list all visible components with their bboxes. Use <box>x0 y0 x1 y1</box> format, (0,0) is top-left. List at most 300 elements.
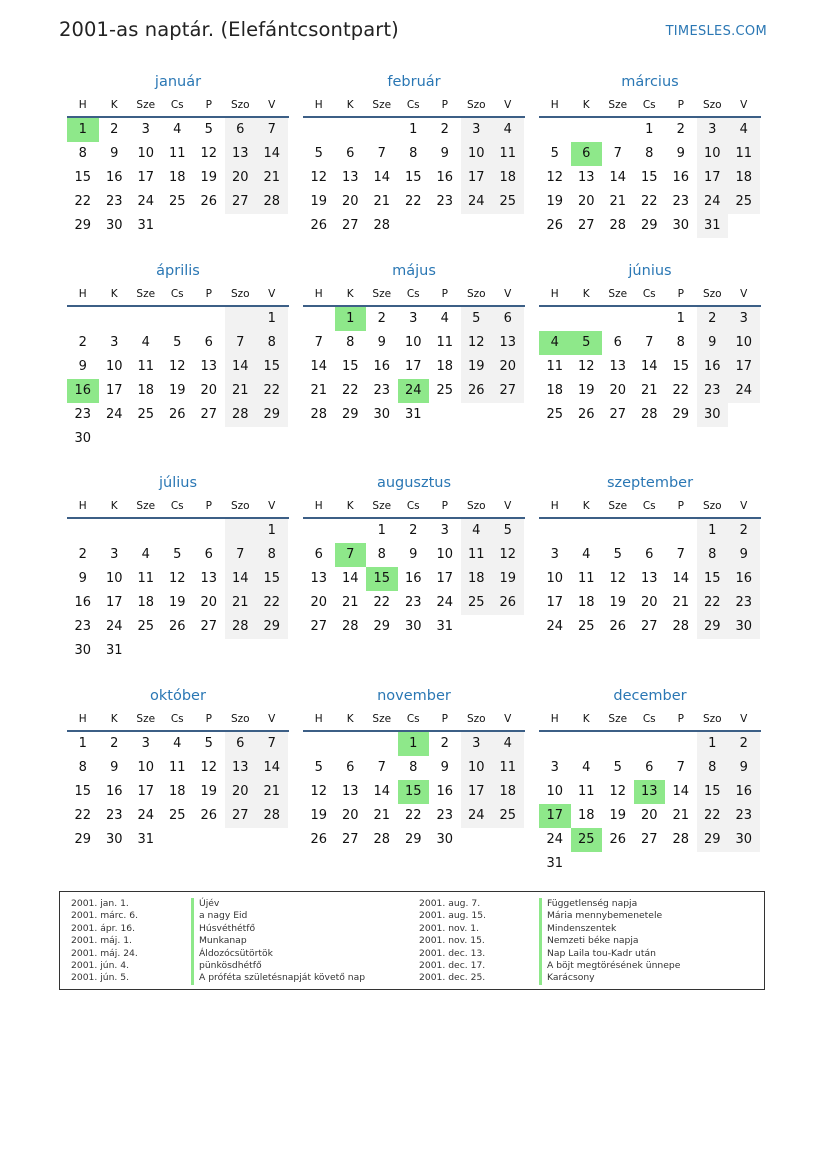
holiday-row <box>419 972 680 984</box>
holiday-list-right <box>419 898 680 985</box>
day-cell: 13 <box>609 359 627 374</box>
holiday-name: Munkanap <box>191 935 247 947</box>
weekday-label: K <box>346 99 354 111</box>
weekday-label: Sze <box>136 99 156 111</box>
day-cell: 9 <box>110 146 119 161</box>
day-cell: 24 <box>461 804 493 828</box>
day-cell: 15 <box>256 567 288 591</box>
weekday-label: V <box>504 288 512 300</box>
day-cell: 8 <box>645 146 654 161</box>
holiday-name: A próféta születésnapját követő nap <box>191 972 365 984</box>
weekday-label: V <box>268 288 276 300</box>
day-cell: 26 <box>492 591 524 615</box>
day-grid <box>67 519 288 663</box>
day-cell: 15 <box>256 355 288 379</box>
day-cell: 18 <box>168 784 186 799</box>
weekday-label: Sze <box>372 500 392 512</box>
day-cell: 1 <box>256 307 288 331</box>
weekday-label: H <box>78 713 87 725</box>
day-cell: 27 <box>200 407 218 422</box>
day-cell: 15 <box>341 359 359 374</box>
weekday-header <box>303 283 525 307</box>
holiday-name: Húsvéthétfő <box>191 923 255 935</box>
empty-cell <box>162 307 194 331</box>
day-cell: 24 <box>697 190 729 214</box>
day-cell: 26 <box>200 194 218 209</box>
weekday-label: Cs <box>642 713 656 725</box>
day-cell: 27 <box>341 218 359 233</box>
day-cell: 10 <box>436 547 454 562</box>
month-7 <box>67 471 289 663</box>
day-cell: 2 <box>440 736 449 751</box>
day-cell: 27 <box>492 379 524 403</box>
day-cell: 17 <box>461 166 493 190</box>
day-cell: 22 <box>672 383 690 398</box>
day-cell: 24 <box>137 808 155 823</box>
day-cell: 26 <box>168 619 186 634</box>
day-cell: 4 <box>492 118 524 142</box>
day-cell: 19 <box>546 194 564 209</box>
day-cell: 5 <box>204 736 213 751</box>
day-cell: 12 <box>609 571 627 586</box>
day-cell: 13 <box>200 359 218 374</box>
weekday-label: Cs <box>170 713 184 725</box>
month-6 <box>539 259 761 427</box>
day-cell: 10 <box>461 756 493 780</box>
holiday-day-cell: 25 <box>571 828 603 852</box>
day-cell: 26 <box>310 832 328 847</box>
day-grid <box>303 519 524 639</box>
weekday-label: K <box>346 713 354 725</box>
day-cell: 7 <box>225 331 257 355</box>
weekday-header <box>67 708 289 732</box>
day-cell: 6 <box>314 547 323 562</box>
day-cell: 17 <box>105 595 123 610</box>
day-cell: 9 <box>697 331 729 355</box>
day-cell: 14 <box>256 142 288 166</box>
empty-cell <box>303 307 335 331</box>
day-cell: 8 <box>676 335 685 350</box>
day-cell: 22 <box>256 379 288 403</box>
day-cell: 16 <box>697 355 729 379</box>
day-cell: 11 <box>728 142 760 166</box>
day-cell: 14 <box>672 784 690 799</box>
weekday-label: P <box>205 713 212 725</box>
day-cell: 26 <box>546 218 564 233</box>
day-cell: 2 <box>377 311 386 326</box>
empty-cell <box>335 732 367 756</box>
day-cell: 6 <box>204 547 213 562</box>
holiday-date: 2001. dec. 25. <box>419 972 486 984</box>
day-cell: 23 <box>105 194 123 209</box>
day-cell: 17 <box>137 784 155 799</box>
day-cell: 16 <box>373 359 391 374</box>
day-cell: 15 <box>697 567 729 591</box>
weekday-label: H <box>550 288 559 300</box>
day-cell: 28 <box>225 403 257 427</box>
month-name: június <box>628 263 672 279</box>
weekday-label: Szo <box>702 713 722 725</box>
empty-cell <box>303 732 335 756</box>
day-cell: 11 <box>492 756 524 780</box>
month-8 <box>303 471 525 639</box>
empty-cell <box>366 118 398 142</box>
day-cell: 24 <box>436 595 454 610</box>
holiday-day-cell: 15 <box>398 780 430 804</box>
month-name: január <box>154 74 202 90</box>
day-cell: 26 <box>577 407 595 422</box>
day-cell: 19 <box>609 808 627 823</box>
day-cell: 30 <box>373 407 391 422</box>
day-cell: 16 <box>436 784 454 799</box>
holiday-name: Mindenszentek <box>539 923 616 935</box>
empty-cell <box>665 732 697 756</box>
empty-cell <box>571 519 603 543</box>
day-cell: 19 <box>168 383 186 398</box>
weekday-label: Cs <box>406 288 420 300</box>
day-cell: 22 <box>341 383 359 398</box>
day-cell: 22 <box>256 591 288 615</box>
empty-cell <box>602 519 634 543</box>
month-name: szeptember <box>606 475 694 491</box>
weekday-label: Szo <box>466 99 486 111</box>
day-cell: 14 <box>609 170 627 185</box>
day-cell: 17 <box>728 355 760 379</box>
day-cell: 29 <box>672 407 690 422</box>
day-cell: 14 <box>373 784 391 799</box>
day-cell: 9 <box>728 543 760 567</box>
day-cell: 16 <box>74 595 92 610</box>
weekday-label: V <box>268 500 276 512</box>
weekday-label: K <box>582 99 590 111</box>
day-cell: 21 <box>310 383 328 398</box>
day-cell: 6 <box>346 760 355 775</box>
day-cell: 23 <box>728 591 760 615</box>
day-cell: 27 <box>577 218 595 233</box>
holiday-row <box>71 898 365 910</box>
day-cell: 28 <box>640 407 658 422</box>
weekday-label: Sze <box>372 713 392 725</box>
day-cell: 29 <box>640 218 658 233</box>
day-cell: 12 <box>492 543 524 567</box>
day-cell: 20 <box>640 808 658 823</box>
holiday-date: 2001. nov. 15. <box>419 935 485 947</box>
holiday-name: Nemzeti béke napja <box>539 935 639 947</box>
day-cell: 25 <box>436 383 454 398</box>
holiday-day-cell: 17 <box>539 804 571 828</box>
day-cell: 18 <box>492 166 524 190</box>
day-cell: 25 <box>137 407 155 422</box>
day-cell: 5 <box>204 122 213 137</box>
day-cell: 6 <box>225 118 257 142</box>
day-cell: 2 <box>728 732 760 756</box>
day-cell: 2 <box>78 335 87 350</box>
day-cell: 24 <box>461 190 493 214</box>
day-cell: 18 <box>728 166 760 190</box>
day-cell: 16 <box>404 571 422 586</box>
day-cell: 8 <box>697 543 729 567</box>
day-cell: 20 <box>310 595 328 610</box>
empty-cell <box>225 307 257 331</box>
day-cell: 21 <box>373 808 391 823</box>
day-cell: 11 <box>577 784 595 799</box>
weekday-label: Sze <box>608 713 628 725</box>
holiday-name: pünkösdhétfő <box>191 960 262 972</box>
day-cell: 26 <box>609 619 627 634</box>
day-cell: 30 <box>105 832 123 847</box>
holiday-date: 2001. aug. 15. <box>419 910 486 922</box>
day-cell: 21 <box>256 780 288 804</box>
day-cell: 25 <box>577 619 595 634</box>
day-cell: 3 <box>141 122 150 137</box>
day-cell: 1 <box>256 519 288 543</box>
weekday-header <box>539 283 761 307</box>
day-cell: 31 <box>137 218 155 233</box>
day-cell: 31 <box>697 214 729 238</box>
day-cell: 27 <box>341 832 359 847</box>
day-cell: 30 <box>436 832 454 847</box>
weekday-label: P <box>677 99 684 111</box>
empty-cell <box>571 118 603 142</box>
holiday-name: Áldozócsütörtök <box>191 948 273 960</box>
day-cell: 7 <box>377 760 386 775</box>
day-cell: 23 <box>728 804 760 828</box>
day-cell: 18 <box>436 359 454 374</box>
day-cell: 16 <box>436 170 454 185</box>
day-cell: 1 <box>676 311 685 326</box>
empty-cell <box>67 519 99 543</box>
day-cell: 20 <box>200 595 218 610</box>
holiday-row <box>71 960 365 972</box>
weekday-label: K <box>110 99 118 111</box>
day-cell: 3 <box>697 118 729 142</box>
holiday-list <box>59 891 765 990</box>
day-cell: 3 <box>461 732 493 756</box>
day-cell: 13 <box>225 756 257 780</box>
day-cell: 24 <box>105 407 123 422</box>
day-cell: 17 <box>105 383 123 398</box>
empty-cell <box>539 118 571 142</box>
day-cell: 23 <box>404 595 422 610</box>
month-name: október <box>150 688 206 704</box>
weekday-label: Sze <box>608 288 628 300</box>
day-cell: 21 <box>225 591 257 615</box>
day-cell: 27 <box>640 832 658 847</box>
holiday-date: 2001. jún. 4. <box>71 959 130 971</box>
day-cell: 7 <box>314 335 323 350</box>
day-cell: 6 <box>225 732 257 756</box>
day-cell: 29 <box>74 218 92 233</box>
weekday-label: H <box>78 500 87 512</box>
day-cell: 11 <box>577 571 595 586</box>
day-cell: 13 <box>577 170 595 185</box>
day-cell: 4 <box>141 335 150 350</box>
empty-cell <box>602 732 634 756</box>
day-cell: 17 <box>546 595 564 610</box>
weekday-label: V <box>504 99 512 111</box>
day-cell: 25 <box>546 407 564 422</box>
weekday-label: H <box>314 99 323 111</box>
day-cell: 27 <box>225 804 257 828</box>
day-cell: 20 <box>577 194 595 209</box>
weekday-label: V <box>740 99 748 111</box>
day-cell: 8 <box>78 146 87 161</box>
day-cell: 6 <box>346 146 355 161</box>
day-cell: 20 <box>341 808 359 823</box>
empty-cell <box>571 732 603 756</box>
day-cell: 19 <box>492 567 524 591</box>
day-cell: 13 <box>341 784 359 799</box>
day-cell: 17 <box>137 170 155 185</box>
day-cell: 7 <box>256 732 288 756</box>
day-cell: 10 <box>461 142 493 166</box>
month-11 <box>303 684 525 852</box>
day-cell: 16 <box>728 780 760 804</box>
day-cell: 3 <box>550 760 559 775</box>
day-cell: 19 <box>609 595 627 610</box>
day-cell: 24 <box>728 379 760 403</box>
month-name: december <box>613 688 687 704</box>
day-cell: 25 <box>492 804 524 828</box>
day-grid <box>539 118 760 238</box>
day-cell: 9 <box>110 760 119 775</box>
holiday-row <box>71 948 365 960</box>
day-cell: 17 <box>404 359 422 374</box>
holiday-date: 2001. márc. 6. <box>71 910 139 922</box>
weekday-label: Sze <box>608 500 628 512</box>
empty-cell <box>335 519 367 543</box>
empty-cell <box>303 519 335 543</box>
day-cell: 16 <box>105 170 123 185</box>
empty-cell <box>602 307 634 331</box>
day-cell: 7 <box>377 146 386 161</box>
holiday-date: 2001. jún. 5. <box>71 972 130 984</box>
weekday-label: H <box>314 500 323 512</box>
holiday-date: 2001. nov. 1. <box>419 922 479 934</box>
weekday-label: Szo <box>466 500 486 512</box>
holiday-day-cell: 24 <box>398 379 430 403</box>
weekday-label: V <box>740 713 748 725</box>
month-5 <box>303 259 525 427</box>
day-cell: 28 <box>672 832 690 847</box>
brand-link[interactable]: TIMESLES.COM <box>665 24 767 39</box>
weekday-label: H <box>78 288 87 300</box>
weekday-label: P <box>441 500 448 512</box>
holiday-row <box>71 910 365 922</box>
day-cell: 10 <box>105 571 123 586</box>
day-cell: 11 <box>436 335 454 350</box>
day-cell: 21 <box>373 194 391 209</box>
day-cell: 4 <box>173 122 182 137</box>
day-cell: 2 <box>440 122 449 137</box>
day-cell: 4 <box>492 732 524 756</box>
day-cell: 20 <box>609 383 627 398</box>
day-cell: 26 <box>609 832 627 847</box>
day-cell: 26 <box>200 808 218 823</box>
day-cell: 7 <box>645 335 654 350</box>
day-cell: 22 <box>404 808 422 823</box>
day-cell: 6 <box>492 307 524 331</box>
weekday-label: Szo <box>466 713 486 725</box>
holiday-row <box>419 948 680 960</box>
holiday-row <box>419 935 680 947</box>
day-cell: 8 <box>377 547 386 562</box>
day-cell: 4 <box>728 118 760 142</box>
empty-cell <box>335 118 367 142</box>
day-cell: 10 <box>137 760 155 775</box>
day-cell: 15 <box>672 359 690 374</box>
day-cell: 10 <box>105 359 123 374</box>
day-cell: 8 <box>256 331 288 355</box>
day-grid <box>539 732 760 876</box>
day-cell: 5 <box>613 547 622 562</box>
day-cell: 3 <box>409 311 418 326</box>
weekday-label: P <box>205 99 212 111</box>
day-cell: 8 <box>409 146 418 161</box>
weekday-label: Sze <box>136 713 156 725</box>
day-cell: 13 <box>310 571 328 586</box>
day-cell: 13 <box>341 170 359 185</box>
day-cell: 19 <box>310 194 328 209</box>
empty-cell <box>634 732 666 756</box>
day-cell: 2 <box>110 736 119 751</box>
day-cell: 25 <box>168 808 186 823</box>
day-cell: 23 <box>74 619 92 634</box>
day-cell: 18 <box>168 170 186 185</box>
day-cell: 21 <box>640 383 658 398</box>
day-cell: 11 <box>168 760 186 775</box>
weekday-label: K <box>582 713 590 725</box>
day-cell: 31 <box>137 832 155 847</box>
day-cell: 22 <box>640 194 658 209</box>
day-cell: 6 <box>204 335 213 350</box>
holiday-day-cell: 6 <box>571 142 603 166</box>
day-cell: 16 <box>105 784 123 799</box>
day-cell: 8 <box>346 335 355 350</box>
day-cell: 4 <box>440 311 449 326</box>
day-cell: 29 <box>404 832 422 847</box>
holiday-date: 2001. máj. 1. <box>71 935 132 947</box>
weekday-header <box>539 495 761 519</box>
day-cell: 12 <box>461 331 493 355</box>
empty-cell <box>99 519 131 543</box>
day-grid <box>539 307 760 427</box>
page-title: 2001-as naptár. (Elefántcsontpart) <box>59 18 399 41</box>
day-cell: 9 <box>409 547 418 562</box>
day-cell: 27 <box>609 407 627 422</box>
weekday-label: H <box>550 99 559 111</box>
day-cell: 27 <box>225 190 257 214</box>
month-12 <box>539 684 761 876</box>
month-name: április <box>156 263 200 279</box>
weekday-label: Cs <box>406 99 420 111</box>
day-cell: 24 <box>546 619 564 634</box>
day-grid <box>303 732 524 852</box>
day-cell: 10 <box>728 331 760 355</box>
day-cell: 14 <box>373 170 391 185</box>
day-grid <box>303 307 524 427</box>
weekday-header <box>303 94 525 118</box>
holiday-name: Karácsony <box>539 972 595 984</box>
weekday-label: Cs <box>170 99 184 111</box>
weekday-header <box>539 94 761 118</box>
day-cell: 2 <box>110 122 119 137</box>
weekday-label: K <box>110 713 118 725</box>
weekday-label: Szo <box>466 288 486 300</box>
weekday-label: K <box>346 500 354 512</box>
empty-cell <box>193 307 225 331</box>
holiday-date: 2001. dec. 13. <box>419 947 486 959</box>
